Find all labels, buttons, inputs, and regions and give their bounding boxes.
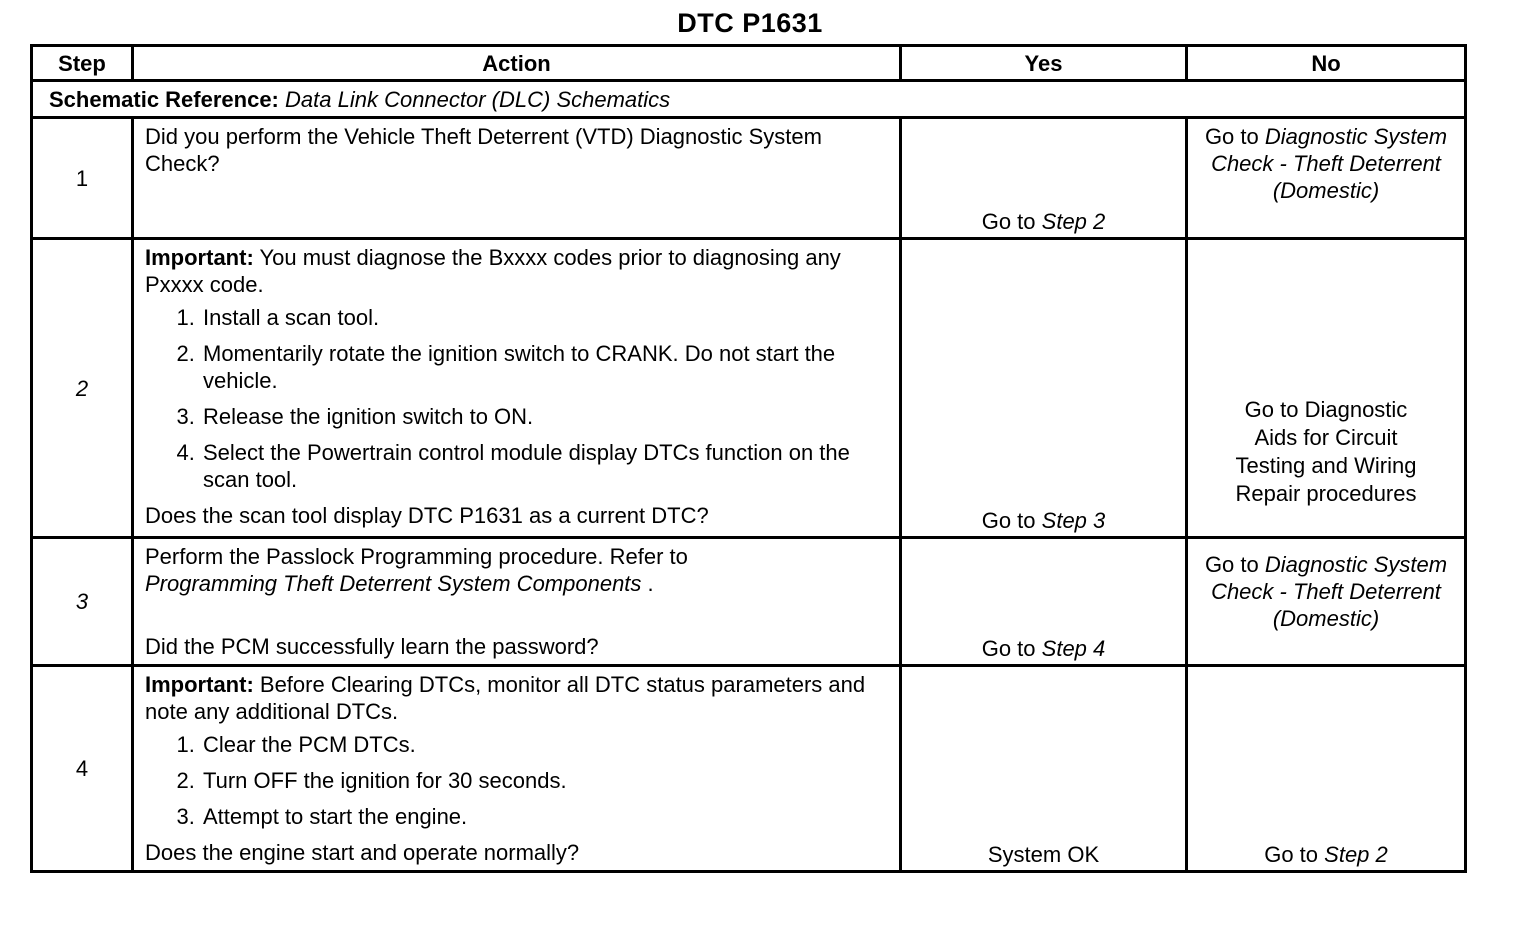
action-reference-suffix: . — [641, 571, 654, 596]
yes-step-link[interactable]: Step 2 — [1041, 209, 1106, 234]
important-note — [145, 244, 889, 298]
no-prefix: Go to — [1204, 124, 1259, 149]
action-cell — [133, 118, 901, 239]
action-question: Does the engine start and operate normally? — [145, 840, 580, 865]
schematic-reference-row — [32, 81, 1466, 118]
no-answer — [1188, 841, 1464, 868]
no-cell — [1187, 118, 1466, 239]
procedure-steps — [145, 304, 889, 493]
action-text: Did you perform the Vehicle Theft Deterrent (VTD) Diagnostic System Check? — [145, 124, 822, 176]
action-text: Perform the Passlock Programming procedure. Refer to — [145, 544, 688, 569]
yes-answer — [902, 635, 1185, 662]
procedure-step: 4. Select the Powertrain control module display DTCs function on the scan tool. — [201, 439, 889, 493]
diagnostic-table — [30, 44, 1467, 873]
yes-step-link[interactable]: Step 3 — [1041, 508, 1106, 533]
table-header-row — [32, 46, 1466, 81]
step-number: 4 — [32, 666, 133, 872]
table-row — [32, 666, 1466, 872]
action-cell — [133, 538, 901, 666]
yes-cell — [901, 666, 1187, 872]
step-number: 2 — [32, 239, 133, 538]
yes-cell — [901, 118, 1187, 239]
no-cell — [1187, 239, 1466, 538]
schematic-reference-link[interactable]: Data Link Connector (DLC) Schematics — [285, 86, 671, 112]
important-text: Before Clearing DTCs, monitor all DTC status parameters and note any additional DTCs. — [145, 672, 866, 724]
important-label: Important: — [145, 672, 254, 697]
page-title: DTC P1631 — [677, 8, 823, 38]
procedure-steps — [145, 731, 889, 830]
action-cell — [133, 666, 901, 872]
yes-prefix: Go to — [981, 508, 1036, 533]
table-row — [32, 538, 1466, 666]
procedure-step: 2. Momentarily rotate the ignition switch to CRANK. Do not start the vehicle. — [201, 340, 889, 394]
header-no: No — [1187, 46, 1466, 81]
header-action: Action — [133, 46, 901, 81]
action-question: Does the scan tool display DTC P1631 as a current DTC? — [145, 503, 709, 528]
yes-step-link[interactable]: Step 4 — [1041, 636, 1106, 661]
no-cell — [1187, 538, 1466, 666]
no-answer — [1188, 119, 1464, 204]
no-prefix: Go to — [1264, 842, 1319, 867]
table-row — [32, 239, 1466, 538]
no-reference-link[interactable]: Diagnostic System Check - Theft Deterrent (Domestic) — [1211, 124, 1448, 203]
action-question: Did the PCM successfully learn the password? — [145, 634, 599, 659]
no-answer[interactable]: Go to Diagnostic Aids for Circuit Testing and Wiring Repair procedures — [1235, 397, 1417, 506]
important-label: Important: — [145, 245, 254, 270]
procedure-step: 1. Install a scan tool. — [201, 304, 889, 331]
no-step-link[interactable]: Step 2 — [1324, 842, 1388, 867]
yes-prefix: Go to — [981, 209, 1036, 234]
yes-answer: System OK — [987, 842, 1100, 867]
procedure-step: 1. Clear the PCM DTCs. — [201, 731, 889, 758]
header-step: Step — [32, 46, 133, 81]
no-cell — [1187, 666, 1466, 872]
procedure-step: 2. Turn OFF the ignition for 30 seconds. — [201, 767, 889, 794]
yes-cell — [901, 239, 1187, 538]
yes-cell — [901, 538, 1187, 666]
yes-answer — [902, 507, 1185, 534]
schematic-reference-cell — [32, 81, 1466, 118]
no-answer — [1188, 539, 1464, 632]
table-row — [32, 118, 1466, 239]
procedure-step: 3. Release the ignition switch to ON. — [201, 403, 889, 430]
header-yes: Yes — [901, 46, 1187, 81]
step-number: 3 — [32, 538, 133, 666]
important-note — [145, 671, 889, 725]
schematic-reference-label: Schematic Reference: — [49, 86, 279, 112]
no-prefix: Go to — [1204, 552, 1259, 577]
no-reference-link[interactable]: Diagnostic System Check - Theft Deterrent (Domestic) — [1211, 552, 1448, 631]
yes-prefix: Go to — [981, 636, 1036, 661]
action-reference-link[interactable]: Programming Theft Deterrent System Components — [145, 571, 642, 596]
yes-answer — [902, 208, 1185, 235]
important-text: You must diagnose the Bxxxx codes prior to diagnosing any Pxxxx code. — [145, 245, 841, 297]
action-cell — [133, 239, 901, 538]
action-text-block — [145, 543, 889, 597]
step-number: 1 — [32, 118, 133, 239]
procedure-step: 3. Attempt to start the engine. — [201, 803, 889, 830]
